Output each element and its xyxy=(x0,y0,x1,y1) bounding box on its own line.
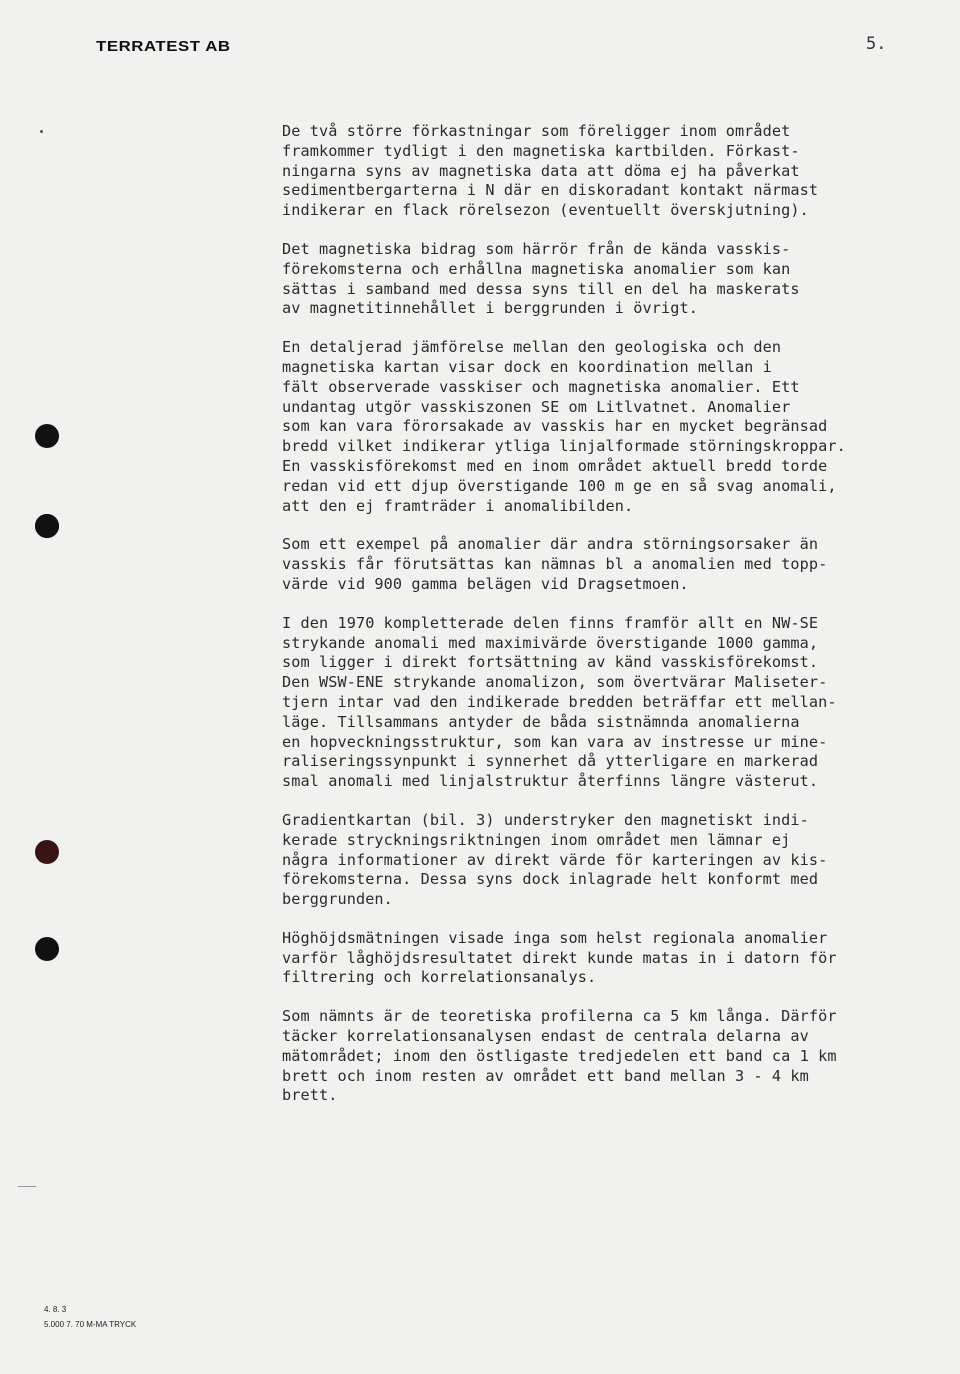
text-line: läge. Tillsammans antyder de båda sistnämnda anomalierna xyxy=(282,712,800,731)
text-line: av magnetitinnehållet i berggrunden i övrigt. xyxy=(282,299,698,318)
fold-mark xyxy=(18,1186,36,1187)
text-line: I den 1970 kompletterade delen finns framför allt en NW-SE xyxy=(282,613,819,632)
paragraph xyxy=(282,811,932,910)
paragraph xyxy=(282,535,932,594)
paragraph xyxy=(282,240,932,319)
text-line: indikerar en flack rörelsezon (eventuellt överskjutning). xyxy=(282,201,809,220)
form-code: 4. 8. 3 xyxy=(44,1305,67,1314)
company-name: TERRATEST AB xyxy=(96,38,231,55)
text-line: förekomsterna och erhållna magnetiska anomalier som kan xyxy=(282,259,791,278)
text-line: Som nämnts är de teoretiska profilerna ca 5 km långa. Därför xyxy=(282,1007,837,1026)
paragraph xyxy=(282,338,932,516)
punch-hole xyxy=(35,840,59,864)
punch-hole xyxy=(35,937,59,961)
text-line: redan vid ett djup överstigande 100 m ge en så svag anomali, xyxy=(282,476,837,495)
text-line: Gradientkartan (bil. 3) understryker den magnetiskt indi- xyxy=(282,810,809,829)
text-line: som ligger i direkt fortsättning av känd vasskisförekomst. xyxy=(282,653,819,672)
paragraph xyxy=(282,929,932,988)
punch-hole xyxy=(35,514,59,538)
text-line: bredd vilket indikerar ytliga linjalformade störningskroppar. xyxy=(282,437,846,456)
text-line: fält observerade vasskiser och magnetiska anomalier. Ett xyxy=(282,377,800,396)
text-line: varför låghöjdsresultatet direkt kunde matas in i datorn för xyxy=(282,948,837,967)
text-line: täcker korrelationsanalysen endast de centrala delarna av xyxy=(282,1027,809,1046)
text-line: sättas i samband med dessa syns till en del ha maskerats xyxy=(282,279,800,298)
text-line: undantag utgör vasskiszonen SE om Litlvatnet. Anomalier xyxy=(282,397,791,416)
text-line: förekomsterna. Dessa syns dock inlagrade helt konformt med xyxy=(282,870,819,889)
text-line: vasskis får förutsättas kan nämnas bl a anomalien med topp- xyxy=(282,555,828,574)
paragraph xyxy=(282,1007,932,1106)
text-line: De två större förkastningar som föreligger inom området xyxy=(282,122,791,140)
text-line: några informationer av direkt värde för karteringen av kis- xyxy=(282,850,828,869)
text-line: sedimentbergarterna i N där en diskoradant kontakt närmast xyxy=(282,181,819,200)
text-line: värde vid 900 gamma belägen vid Dragsetmoen. xyxy=(282,574,689,593)
text-line: magnetiska kartan visar dock en koordination mellan i xyxy=(282,357,772,376)
text-line: tjern intar vad den indikerade bredden beträffar ett mellan- xyxy=(282,692,837,711)
text-line: En detaljerad jämförelse mellan den geologiska och den xyxy=(282,338,782,357)
text-line: som kan vara förorsakade av vasskis har en mycket begränsad xyxy=(282,417,828,436)
text-line: Höghöjdsmätningen visade inga som helst regionala anomalier xyxy=(282,928,828,947)
text-line: en hopveckningsstruktur, som kan vara av instresse ur mine- xyxy=(282,732,828,751)
print-info: 5.000 7. 70 M-MA TRYCK xyxy=(44,1320,137,1329)
paragraph xyxy=(282,614,932,792)
text-line: strykande anomali med maximivärde överstigande 1000 gamma, xyxy=(282,633,819,652)
punch-hole xyxy=(35,424,59,448)
text-line: Som ett exempel på anomalier där andra störningsorsaker än xyxy=(282,535,819,554)
text-line: raliseringssynpunkt i synnerhet då ytterligare en markerad xyxy=(282,752,819,771)
text-line: brett. xyxy=(282,1086,338,1105)
paragraph xyxy=(282,122,932,221)
text-line: ningarna syns av magnetiska data att döma ej ha påverkat xyxy=(282,161,800,180)
text-line: filtrering och korrelationsanalys. xyxy=(282,968,597,987)
text-line: En vasskisförekomst med en inom området aktuell bredd torde xyxy=(282,456,828,475)
text-line: Den WSW-ENE strykande anomalizon, som övertvärar Maliseter- xyxy=(282,673,828,692)
text-line: berggrunden. xyxy=(282,890,393,909)
text-line: att den ej framträder i anomalibilden. xyxy=(282,496,634,515)
text-line: framkommer tydligt i den magnetiska kartbilden. Förkast- xyxy=(282,141,800,160)
text-line: mätområdet; inom den östligaste tredjedelen ett band ca 1 km xyxy=(282,1046,837,1065)
margin-mark xyxy=(40,130,43,133)
document-body xyxy=(282,122,932,1125)
text-line: Det magnetiska bidrag som härrör från de kända vasskis- xyxy=(282,239,791,258)
page-number: 5. xyxy=(866,34,887,54)
text-line: smal anomali med linjalstruktur återfinns längre västerut. xyxy=(282,772,819,791)
text-line: brett och inom resten av området ett band mellan 3 - 4 km xyxy=(282,1066,809,1085)
text-line: kerade stryckningsriktningen inom området men lämnar ej xyxy=(282,830,791,849)
